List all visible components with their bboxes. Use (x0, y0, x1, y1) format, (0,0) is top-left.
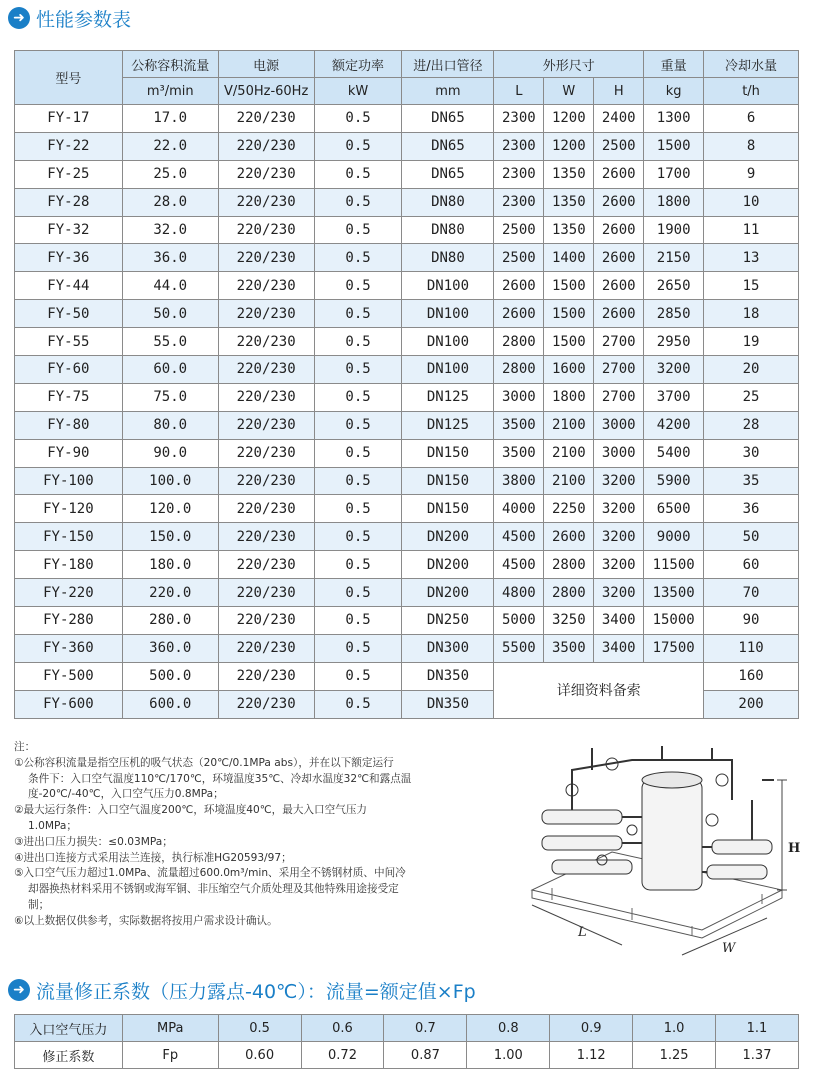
table-cell: DN300 (402, 634, 494, 662)
table-cell: 3700 (644, 383, 704, 411)
table-cell: 220/230 (218, 690, 314, 718)
table-row (15, 579, 799, 607)
table-cell: 2700 (594, 356, 644, 384)
table-cell: FY-180 (15, 551, 123, 579)
table-cell: 2600 (594, 300, 644, 328)
table-cell: DN125 (402, 411, 494, 439)
table-cell: DN200 (402, 579, 494, 607)
table-cell: 36.0 (122, 244, 218, 272)
table-cell: FY-90 (15, 439, 123, 467)
table-cell: 3200 (594, 495, 644, 523)
table-cell: 0.5 (314, 439, 402, 467)
note-1-cont: 条件下：入口空气温度110℃/170℃，环境温度35℃、冷却水温度32℃和露点温 (28, 772, 412, 785)
table-cell: 6 (704, 105, 799, 133)
table-cell: 0.5 (314, 662, 402, 690)
pressure-value-cell: 0.5 (218, 1015, 301, 1042)
table-cell: 0.5 (314, 551, 402, 579)
factor-unit: Fp (122, 1042, 218, 1069)
table-cell: FY-28 (15, 188, 123, 216)
table-cell: 25 (704, 383, 799, 411)
table-cell: 0.5 (314, 411, 402, 439)
table-cell: 2100 (544, 467, 594, 495)
table-cell: 220/230 (218, 411, 314, 439)
table-row (15, 662, 799, 690)
table-cell: FY-120 (15, 495, 123, 523)
table-cell: 2700 (594, 383, 644, 411)
table-row (15, 300, 799, 328)
table-row (15, 356, 799, 384)
table-cell: 3000 (494, 383, 544, 411)
table-cell: 1500 (644, 132, 704, 160)
table-cell: 2500 (494, 244, 544, 272)
table-cell: 150.0 (122, 523, 218, 551)
pressure-label: 入口空气压力 (15, 1015, 123, 1042)
table-cell: 220/230 (218, 383, 314, 411)
table-cell: 4500 (494, 551, 544, 579)
table-cell: 180.0 (122, 551, 218, 579)
table-cell: 2600 (494, 300, 544, 328)
table-cell: 50 (704, 523, 799, 551)
table-cell: 2600 (544, 523, 594, 551)
unit-cooling: t/h (704, 78, 799, 105)
table-cell: DN100 (402, 300, 494, 328)
unit-rated-power: kW (314, 78, 402, 105)
table-cell: 1200 (544, 105, 594, 133)
table-cell: 1300 (644, 105, 704, 133)
table-cell: 1400 (544, 244, 594, 272)
table-cell: FY-220 (15, 579, 123, 607)
table-cell: 1800 (644, 188, 704, 216)
table-cell: 2600 (594, 244, 644, 272)
table-cell: 9 (704, 160, 799, 188)
table-cell: 1350 (544, 188, 594, 216)
table-cell: FY-500 (15, 662, 123, 690)
table-cell: 3400 (594, 607, 644, 635)
table-cell: 55.0 (122, 328, 218, 356)
table-cell: 0.5 (314, 160, 402, 188)
table-row (15, 105, 799, 133)
table-cell: 2100 (544, 411, 594, 439)
table-cell: 3200 (644, 356, 704, 384)
table-cell: 4800 (494, 579, 544, 607)
table-cell: 2300 (494, 105, 544, 133)
table-cell: 4500 (494, 523, 544, 551)
note-5-cont: 却器换热材料采用不锈钢或海军铜、非压缩空气介质处理及其他特殊用途接受定 (28, 883, 399, 896)
table-cell: 5900 (644, 467, 704, 495)
details-on-request-note: 详细资料备索 (494, 662, 704, 718)
table-cell: 5000 (494, 607, 544, 635)
dim-label-L: L (578, 925, 587, 940)
table-cell: FY-100 (15, 467, 123, 495)
table-cell: 220/230 (218, 328, 314, 356)
table-cell: 3500 (494, 411, 544, 439)
table-cell: 60.0 (122, 356, 218, 384)
table-cell: 3200 (594, 579, 644, 607)
table-cell: 0.5 (314, 132, 402, 160)
table-cell: 0.5 (314, 188, 402, 216)
factor-value-cell: 0.72 (301, 1042, 384, 1069)
table-cell: 70 (704, 579, 799, 607)
table-cell: 3400 (594, 634, 644, 662)
table-cell: FY-25 (15, 160, 123, 188)
table-cell: 28 (704, 411, 799, 439)
table-row (15, 328, 799, 356)
pressure-value-cell: 1.0 (633, 1015, 716, 1042)
table-cell: DN200 (402, 523, 494, 551)
notes-heading: 注： (14, 741, 36, 753)
pressure-value-cell: 0.9 (550, 1015, 633, 1042)
table-cell: 13500 (644, 579, 704, 607)
table-cell: 2300 (494, 132, 544, 160)
note-5: ⑤入口空气压力超过1.0MPa、流量超过600.0m³/min、采用全不锈钢材质、中间冷 (14, 867, 406, 880)
arrow-right-icon: ➜ (8, 7, 30, 29)
note-1: ①公称容积流量是指空压机的吸气状态（20℃/0.1MPa abs），并在以下额定运行 (14, 756, 394, 769)
table-cell: DN100 (402, 328, 494, 356)
table-cell: 1200 (544, 132, 594, 160)
pressure-value-cell: 0.8 (467, 1015, 550, 1042)
table-cell: 28.0 (122, 188, 218, 216)
table-cell: FY-50 (15, 300, 123, 328)
table-cell: 2300 (494, 160, 544, 188)
table-cell: 2950 (644, 328, 704, 356)
note-6: ⑥以上数据仅供参考，实际数据将按用户需求设计确认。 (14, 914, 278, 927)
table-cell: 1500 (544, 328, 594, 356)
table-cell: 11500 (644, 551, 704, 579)
table-row (15, 132, 799, 160)
arrow-right-icon: ➜ (8, 979, 30, 1001)
table-cell: 110 (704, 634, 799, 662)
table-cell: FY-22 (15, 132, 123, 160)
table-cell: 360.0 (122, 634, 218, 662)
table-cell: 9000 (644, 523, 704, 551)
table-cell: 2850 (644, 300, 704, 328)
table-cell: 280.0 (122, 607, 218, 635)
table-cell: DN80 (402, 188, 494, 216)
table-cell: 2650 (644, 272, 704, 300)
table-cell: 2400 (594, 105, 644, 133)
table-cell: 1800 (544, 383, 594, 411)
table-cell: 0.5 (314, 356, 402, 384)
spec-section-title (8, 4, 131, 32)
table-cell: 22.0 (122, 132, 218, 160)
table-cell: 60 (704, 551, 799, 579)
correction-factor-row (15, 1042, 799, 1069)
table-cell: 30 (704, 439, 799, 467)
table-cell: 0.5 (314, 216, 402, 244)
table-cell: 2500 (494, 216, 544, 244)
table-cell: 3200 (594, 551, 644, 579)
table-row (15, 272, 799, 300)
table-cell: FY-150 (15, 523, 123, 551)
table-cell: 220/230 (218, 216, 314, 244)
table-cell: DN200 (402, 551, 494, 579)
table-row (15, 244, 799, 272)
table-cell: FY-44 (15, 272, 123, 300)
table-cell: DN100 (402, 272, 494, 300)
factor-value-cell: 0.60 (218, 1042, 301, 1069)
table-cell: 90.0 (122, 439, 218, 467)
table-cell: DN350 (402, 690, 494, 718)
table-cell: 17500 (644, 634, 704, 662)
table-cell: DN65 (402, 105, 494, 133)
factor-value-cell: 1.25 (633, 1042, 716, 1069)
table-cell: 200 (704, 690, 799, 718)
table-cell: 600.0 (122, 690, 218, 718)
table-cell: 220/230 (218, 439, 314, 467)
table-cell: FY-60 (15, 356, 123, 384)
table-row (15, 523, 799, 551)
table-row (15, 188, 799, 216)
table-cell: 0.5 (314, 607, 402, 635)
table-cell: 25.0 (122, 160, 218, 188)
table-cell: 19 (704, 328, 799, 356)
table-row (15, 216, 799, 244)
table-cell: 100.0 (122, 467, 218, 495)
table-cell: FY-17 (15, 105, 123, 133)
table-cell: 2100 (544, 439, 594, 467)
table-cell: 500.0 (122, 662, 218, 690)
unit-H: H (594, 78, 644, 105)
table-cell: 2600 (494, 272, 544, 300)
table-cell: 4200 (644, 411, 704, 439)
table-cell: DN100 (402, 356, 494, 384)
table-row (15, 551, 799, 579)
header-flow: 公称容积流量 (122, 51, 218, 78)
table-cell: 2150 (644, 244, 704, 272)
note-5-cont2: 制； (28, 898, 50, 911)
table-cell: 5500 (494, 634, 544, 662)
table-cell: 2250 (544, 495, 594, 523)
table-cell: FY-55 (15, 328, 123, 356)
table-cell: 220/230 (218, 160, 314, 188)
unit-L: L (494, 78, 544, 105)
table-cell: 2600 (594, 160, 644, 188)
note-2-cont: 1.0MPa； (28, 819, 77, 832)
pressure-value-cell: 0.6 (301, 1015, 384, 1042)
table-cell: 220/230 (218, 551, 314, 579)
notes-block (14, 740, 504, 930)
header-power-source: 电源 (218, 51, 314, 78)
header-cooling: 冷却水量 (704, 51, 799, 78)
header-model: 型号 (15, 51, 123, 105)
table-cell: 1700 (644, 160, 704, 188)
table-cell: 0.5 (314, 495, 402, 523)
unit-pipe: mm (402, 78, 494, 105)
table-cell: 32.0 (122, 216, 218, 244)
table-cell: 17.0 (122, 105, 218, 133)
table-cell: 3200 (594, 523, 644, 551)
table-cell: 36 (704, 495, 799, 523)
table-cell: 220/230 (218, 634, 314, 662)
pressure-value-cell: 1.1 (716, 1015, 799, 1042)
table-cell: DN150 (402, 467, 494, 495)
table-cell: 220/230 (218, 662, 314, 690)
note-3: ③进出口压力损失：≤0.03MPa； (14, 835, 173, 848)
table-cell: 2300 (494, 188, 544, 216)
table-cell: DN350 (402, 662, 494, 690)
dim-label-W: W (722, 941, 736, 956)
table-cell: 0.5 (314, 579, 402, 607)
table-cell: 0.5 (314, 105, 402, 133)
table-cell: 8 (704, 132, 799, 160)
table-cell: 0.5 (314, 328, 402, 356)
table-row (15, 495, 799, 523)
header-pipe: 进/出口管径 (402, 51, 494, 78)
table-cell: 2800 (544, 551, 594, 579)
table-cell: 220/230 (218, 356, 314, 384)
header-dimensions: 外形尺寸 (494, 51, 644, 78)
table-cell: 1600 (544, 356, 594, 384)
header-rated-power: 额定功率 (314, 51, 402, 78)
table-cell: 0.5 (314, 272, 402, 300)
note-1-cont2: 度-20℃/-40℃，入口空气压力0.8MPa； (28, 788, 224, 801)
table-cell: 220/230 (218, 467, 314, 495)
table-cell: FY-36 (15, 244, 123, 272)
table-cell: 2700 (594, 328, 644, 356)
factor-value-cell: 0.87 (384, 1042, 467, 1069)
unit-W: W (544, 78, 594, 105)
table-cell: 15 (704, 272, 799, 300)
table-cell: 4000 (494, 495, 544, 523)
table-cell: 160 (704, 662, 799, 690)
table-cell: 20 (704, 356, 799, 384)
table-cell: FY-280 (15, 607, 123, 635)
dim-label-H: H (788, 841, 800, 856)
table-cell: 1500 (544, 272, 594, 300)
table-cell: 0.5 (314, 523, 402, 551)
unit-flow: m³/min (122, 78, 218, 105)
header-row (15, 51, 799, 78)
table-cell: 0.5 (314, 467, 402, 495)
pressure-value-cell: 0.7 (384, 1015, 467, 1042)
table-cell: DN80 (402, 244, 494, 272)
factor-value-cell: 1.37 (716, 1042, 799, 1069)
table-cell: 10 (704, 188, 799, 216)
table-cell: 2600 (594, 272, 644, 300)
table-row (15, 160, 799, 188)
table-cell: FY-80 (15, 411, 123, 439)
table-cell: 2800 (494, 356, 544, 384)
table-cell: 3500 (494, 439, 544, 467)
pressure-unit: MPa (122, 1015, 218, 1042)
table-cell: DN250 (402, 607, 494, 635)
table-cell: 1350 (544, 216, 594, 244)
correction-pressure-row (15, 1015, 799, 1042)
table-cell: 220.0 (122, 579, 218, 607)
table-row (15, 439, 799, 467)
table-row (15, 634, 799, 662)
table-cell: 220/230 (218, 105, 314, 133)
table-cell: 220/230 (218, 607, 314, 635)
table-cell: 3200 (594, 467, 644, 495)
table-cell: DN80 (402, 216, 494, 244)
table-cell: 2500 (594, 132, 644, 160)
dryer-equipment-drawing (512, 740, 800, 978)
table-cell: 2800 (544, 579, 594, 607)
table-cell: 3250 (544, 607, 594, 635)
table-cell: DN125 (402, 383, 494, 411)
table-cell: 2600 (594, 188, 644, 216)
factor-value-cell: 1.12 (550, 1042, 633, 1069)
table-cell: 15000 (644, 607, 704, 635)
table-cell: 120.0 (122, 495, 218, 523)
table-cell: 3000 (594, 439, 644, 467)
table-row (15, 467, 799, 495)
table-cell: 11 (704, 216, 799, 244)
correction-section-title (8, 976, 476, 1004)
table-cell: 0.5 (314, 690, 402, 718)
table-cell: FY-75 (15, 383, 123, 411)
table-cell: DN150 (402, 439, 494, 467)
table-cell: DN65 (402, 132, 494, 160)
table-cell: 220/230 (218, 495, 314, 523)
table-cell: 90 (704, 607, 799, 635)
table-cell: 1350 (544, 160, 594, 188)
table-cell: 0.5 (314, 634, 402, 662)
factor-value-cell: 1.00 (467, 1042, 550, 1069)
table-cell: 3500 (544, 634, 594, 662)
table-cell: 0.5 (314, 244, 402, 272)
table-cell: 220/230 (218, 523, 314, 551)
correction-section-title-text: 流量修正系数（压力露点-40℃）：流量=额定值×Fp (36, 980, 476, 1003)
table-cell: 2600 (594, 216, 644, 244)
header-weight: 重量 (644, 51, 704, 78)
table-cell: 5400 (644, 439, 704, 467)
table-cell: DN65 (402, 160, 494, 188)
table-cell: FY-360 (15, 634, 123, 662)
table-cell: 220/230 (218, 188, 314, 216)
factor-label: 修正系数 (15, 1042, 123, 1069)
table-cell: FY-600 (15, 690, 123, 718)
note-4: ④进出口连接方式采用法兰连接，执行标准HG20593/97； (14, 851, 292, 864)
table-cell: 75.0 (122, 383, 218, 411)
table-cell: 0.5 (314, 300, 402, 328)
table-cell: FY-32 (15, 216, 123, 244)
table-cell: 80.0 (122, 411, 218, 439)
spec-table (14, 50, 799, 719)
table-cell: 220/230 (218, 132, 314, 160)
table-row (15, 383, 799, 411)
note-2: ②最大运行条件：入口空气温度200℃，环境温度40℃，最大入口空气压力 (14, 804, 368, 817)
correction-table (14, 1014, 799, 1069)
table-cell: 220/230 (218, 300, 314, 328)
unit-weight: kg (644, 78, 704, 105)
table-cell: 2800 (494, 328, 544, 356)
table-row (15, 607, 799, 635)
table-cell: 3800 (494, 467, 544, 495)
table-cell: 220/230 (218, 272, 314, 300)
table-cell: 6500 (644, 495, 704, 523)
table-cell: 3000 (594, 411, 644, 439)
table-cell: 220/230 (218, 579, 314, 607)
unit-row (15, 78, 799, 105)
table-cell: 1500 (544, 300, 594, 328)
table-cell: 1900 (644, 216, 704, 244)
table-cell: 220/230 (218, 244, 314, 272)
table-cell: 35 (704, 467, 799, 495)
spec-section-title-text: 性能参数表 (36, 8, 132, 31)
table-cell: 18 (704, 300, 799, 328)
unit-power-source: V/50Hz-60Hz (218, 78, 314, 105)
table-cell: 13 (704, 244, 799, 272)
table-cell: 44.0 (122, 272, 218, 300)
table-cell: 0.5 (314, 383, 402, 411)
table-cell: DN150 (402, 495, 494, 523)
table-row (15, 411, 799, 439)
table-cell: 50.0 (122, 300, 218, 328)
